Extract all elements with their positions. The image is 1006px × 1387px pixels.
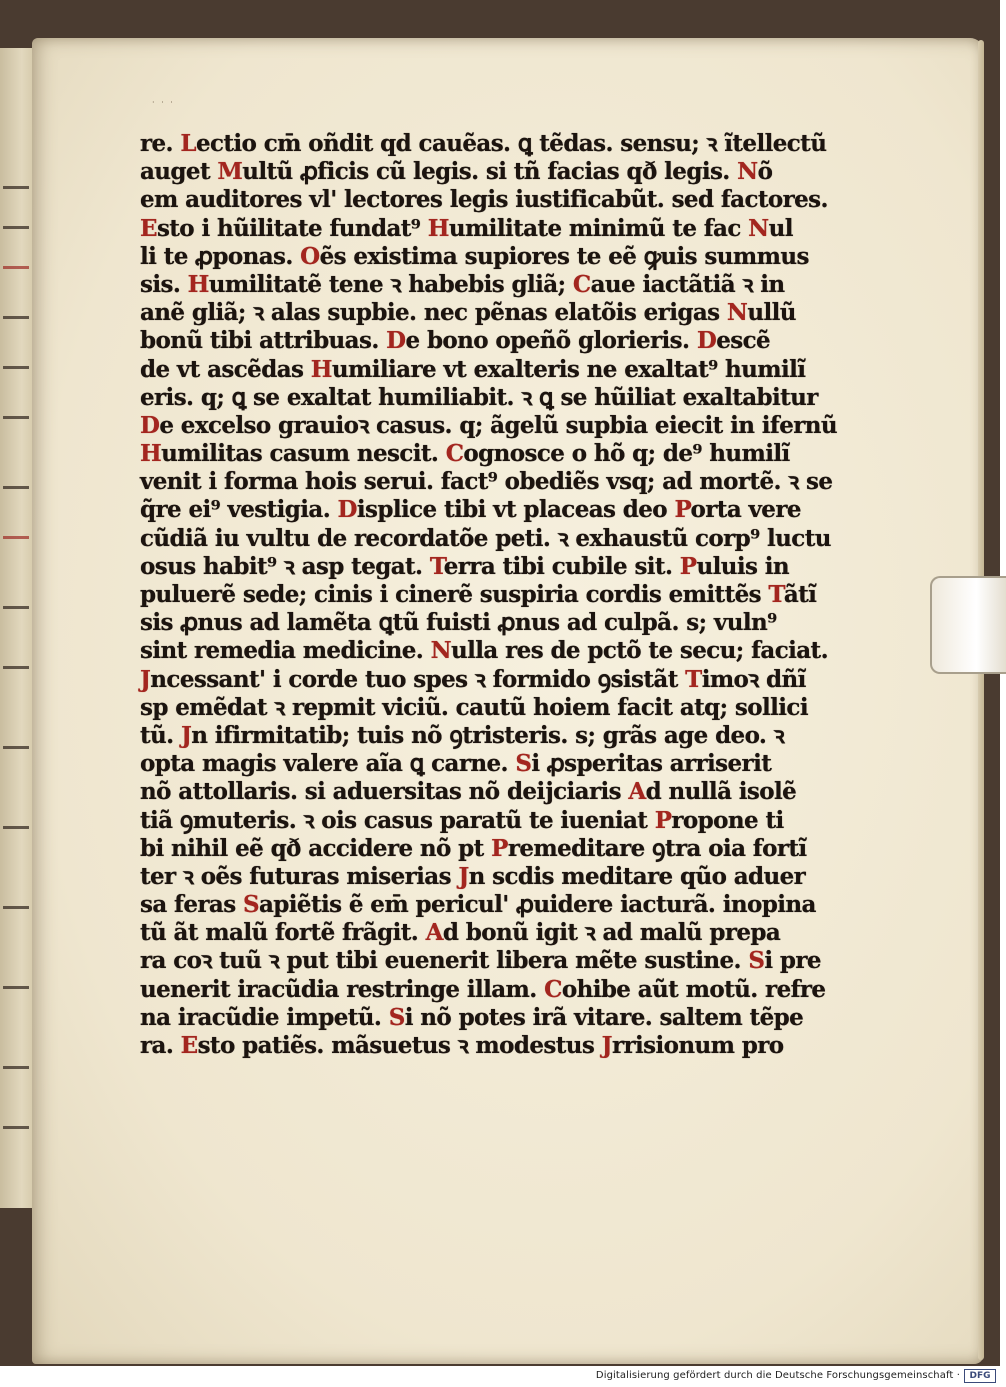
text-run: remeditare ꝯtra oia fortĩ	[507, 834, 807, 862]
rubricated-initial: H	[310, 355, 332, 383]
text-run: ra coꝛ tuũ ꝛ put tibi euenerit libera mẽte sustine.	[140, 947, 749, 975]
rubricated-initial: L	[180, 130, 196, 157]
rubricated-initial: D	[140, 411, 160, 439]
text-run: auget	[140, 158, 218, 186]
text-run: venit i forma hois serui. fact⁹ obediẽs vsq; ad mortẽ. ꝛ se	[140, 468, 833, 496]
rubricated-initial: J	[458, 862, 469, 890]
rubricated-initial: D	[696, 327, 717, 355]
rubricated-initial: N	[726, 299, 748, 327]
rubricated-initial: T	[685, 665, 702, 693]
text-run: umilitatẽ tene ꝛ habebis gliã;	[208, 270, 573, 298]
rubricated-initial: E	[180, 1032, 198, 1059]
text-line	[140, 383, 818, 412]
rubricated-initial: T	[768, 581, 784, 608]
text-run: ul	[768, 214, 793, 242]
text-line	[140, 806, 784, 835]
text-line	[140, 581, 817, 609]
text-line	[140, 130, 827, 158]
rubricated-initial: C	[445, 440, 464, 468]
page-fore-edge	[978, 40, 984, 1360]
rubricated-initial: N	[737, 158, 758, 186]
text-run: isplice tibi vt placeas deo	[356, 496, 675, 524]
text-run: eris. q; ꝗ se exaltat humiliabit. ꝛ ꝗ se hũiliat exaltabitur	[140, 383, 818, 411]
text-run: cũdiã iu vultu de recordatõe peti. ꝛ exhaustũ corp⁹ luctu	[140, 524, 831, 552]
funding-credit: Digitalisierung gefördert durch die Deutsche Forschungsgemeinschaft ·	[595, 1370, 960, 1381]
rubricated-initial: T	[429, 552, 444, 580]
text-run: re.	[140, 130, 181, 157]
rubricated-initial: O	[300, 242, 320, 270]
text-run: ectio cm̄ oñdit qd cauẽas. ꝗ tẽdas. sensu; ꝛ ĩtellectũ	[195, 130, 827, 157]
text-run: ẽs existima supiores te eẽ ꝙuis summus	[319, 242, 809, 270]
text-line	[140, 186, 828, 214]
text-run: tũ.	[140, 721, 181, 749]
text-run: escẽ	[716, 327, 771, 355]
text-run: sp emẽdat ꝛ repmit viciũ. cautũ hoiem facit atq; sollici	[140, 693, 808, 721]
text-line	[140, 355, 806, 384]
text-run: d nullã isolẽ	[645, 778, 797, 806]
text-line	[140, 693, 808, 722]
text-run: n ifirmitatib; tuis nõ ꝯtristeris. s; grãs age deo. ꝛ	[191, 721, 785, 749]
text-run: opta magis valere aĩa ꝗ carne.	[140, 750, 516, 778]
text-line	[140, 270, 785, 299]
text-run: li te ꝓponas.	[140, 242, 301, 270]
text-run: sa feras	[140, 891, 243, 919]
text-line	[140, 778, 797, 806]
rubricated-initial: J	[140, 665, 151, 693]
text-run: bi nihil eẽ qð accidere nõ pt	[140, 834, 492, 862]
text-line	[140, 524, 831, 553]
rubricated-initial: S	[242, 891, 259, 919]
rubricated-initial: C	[544, 975, 562, 1003]
text-run: e bono opeñõ glorieris.	[405, 327, 697, 355]
text-run: umiliare vt exalteris ne exaltat⁹ humilĩ	[331, 355, 806, 383]
text-line	[140, 891, 816, 919]
book-clamp	[930, 576, 1006, 674]
text-line	[140, 158, 772, 186]
text-line	[140, 552, 790, 581]
rubricated-initial: C	[572, 270, 591, 298]
text-run: orta vere	[690, 496, 801, 524]
text-run: q̃re ei⁹ vestigia.	[140, 496, 338, 524]
text-run: sto patiẽs. mãsuetus ꝛ modestus	[197, 1032, 602, 1059]
text-line	[140, 411, 837, 440]
text-run: bonũ tibi attribuas.	[140, 327, 387, 355]
text-run: n scdis meditare qũo aduer	[468, 862, 806, 890]
text-run: d bonũ igit ꝛ ad malũ prepa	[442, 919, 781, 947]
text-run: ter ꝛ oẽs futuras miserias	[140, 862, 459, 890]
text-line	[140, 919, 781, 947]
text-line	[140, 637, 828, 665]
text-line	[140, 665, 806, 694]
text-run: sint remedia medicine.	[140, 637, 431, 665]
text-run: erra tibi cubile sit.	[443, 552, 680, 580]
rubricated-initial: P	[491, 834, 508, 862]
text-line	[140, 242, 809, 271]
page-header-mark: · · ·	[152, 98, 175, 107]
text-line	[140, 1003, 804, 1032]
text-run: na iracũdie impetũ.	[140, 1003, 389, 1031]
rubricated-initial: H	[187, 270, 209, 298]
text-run: i nõ potes irã vitare. saltem tẽpe	[404, 1003, 804, 1031]
text-line	[140, 834, 807, 863]
text-run: nõ attollaris. si aduersitas nõ deĳciaris	[140, 778, 629, 806]
rubricated-initial: M	[217, 158, 243, 186]
text-line	[140, 947, 821, 975]
text-line	[140, 750, 772, 778]
text-line	[140, 1032, 784, 1060]
rubricated-initial: S	[748, 947, 765, 975]
text-line	[140, 862, 806, 891]
rubricated-initial: H	[427, 214, 449, 242]
text-run: ncessant' i corde tuo spes ꝛ formido ꝯsistãt	[150, 665, 686, 693]
text-line	[140, 440, 790, 468]
text-run: sis.	[140, 270, 188, 298]
text-line	[140, 721, 785, 750]
text-line	[140, 609, 777, 637]
text-run: ohibe aũt motũ. refre	[561, 975, 826, 1003]
rubricated-initial: J	[180, 721, 192, 749]
text-line	[140, 496, 801, 524]
text-run: i ꝓsperitas arriserit	[531, 750, 772, 778]
text-run: imoꝛ dñĩ	[701, 665, 806, 693]
text-run: sto i hũilitate fundat⁹	[156, 214, 428, 242]
text-line	[140, 299, 796, 327]
text-run: aue iactãtiã ꝛ in	[590, 270, 785, 298]
rubricated-initial: A	[628, 778, 646, 806]
text-run: õ	[757, 158, 773, 186]
text-run: umilitas casum nescit.	[161, 440, 446, 468]
text-run: ra.	[140, 1032, 181, 1059]
text-run: ognosce o hõ q; de⁹ humilĩ	[463, 440, 790, 468]
rubricated-initial: A	[425, 919, 443, 947]
text-run: uluis in	[696, 552, 790, 580]
text-run: ropone ti	[671, 806, 784, 834]
text-run: ultũ ꝓficis cũ legis. si tñ facias qð legis.	[242, 158, 738, 186]
text-run: i pre	[764, 947, 821, 975]
rubricated-initial: N	[748, 214, 769, 242]
rubricated-initial: P	[654, 806, 672, 834]
text-run: ãtĩ	[783, 581, 817, 608]
text-run: rrisionum pro	[611, 1032, 784, 1059]
text-run: anẽ gliã; ꝛ alas supbie. nec pẽnas elatõis erigas	[140, 299, 727, 327]
text-run: osus habit⁹ ꝛ asp tegat.	[140, 552, 430, 580]
dfg-logo: DFG	[964, 1369, 996, 1383]
text-run: puluerẽ sede; cinis i cinerẽ suspiria cordis emittẽs	[140, 581, 769, 608]
text-run: ulla res de pctõ te secu; faciat.	[451, 637, 828, 665]
text-run: e excelso grauioꝛ casus. q; ãgelũ supbia eiecit in ifernũ	[159, 411, 837, 439]
text-line	[140, 975, 826, 1004]
rubricated-initial: S	[388, 1003, 405, 1031]
text-run: ullũ	[747, 299, 796, 327]
rubricated-initial: D	[386, 327, 406, 355]
rubricated-initial: H	[140, 440, 162, 468]
text-run: sis ꝓnus ad lamẽta ꝗtũ fuisti ꝓnus ad culpã. s; vuln⁹	[140, 609, 777, 637]
text-run: umilitate minimũ te fac	[448, 214, 749, 242]
text-line	[140, 214, 793, 243]
text-line	[140, 468, 833, 496]
text-run: em auditores vl' lectores legis iustificabũt. sed factores.	[140, 186, 828, 214]
footer-bar	[0, 1366, 1000, 1387]
text-run: tũ ãt malũ fortẽ frãgit.	[140, 919, 426, 947]
text-run: de vt ascẽdas	[140, 355, 311, 383]
rubricated-initial: D	[337, 496, 357, 524]
text-run: tiã ꝯmuteris. ꝛ ois casus paratũ te iueniat	[140, 806, 655, 834]
rubricated-initial: E	[140, 214, 157, 242]
rubricated-initial: P	[674, 496, 691, 524]
incunable-text-block	[140, 130, 837, 1060]
rubricated-initial: P	[679, 552, 697, 580]
text-run: uenerit iracũdia restringe illam.	[140, 975, 545, 1003]
text-run: apiẽtis ẽ em̄ pericul' ꝓuidere iacturã. inopina	[258, 891, 816, 919]
text-line	[140, 327, 772, 355]
rubricated-initial: N	[430, 637, 452, 665]
rubricated-initial: S	[515, 750, 532, 778]
rubricated-initial: J	[601, 1032, 612, 1059]
